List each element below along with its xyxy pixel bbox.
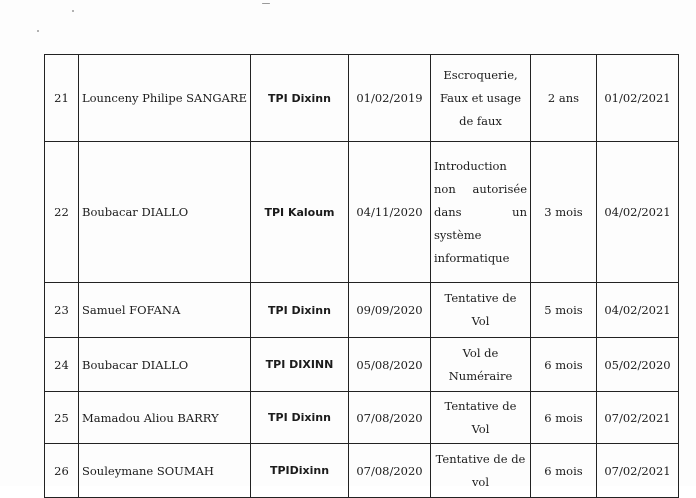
offense-line: informatique	[434, 250, 510, 265]
offense-line: non autorisée	[434, 181, 527, 196]
table-row	[45, 142, 679, 283]
table-row	[45, 338, 679, 392]
person-name: Boubacar DIALLO	[79, 142, 251, 283]
sentence-duration: 6 mois	[531, 338, 597, 392]
offense-line: Numéraire	[448, 368, 513, 383]
offense-cell	[431, 392, 531, 444]
table-row	[45, 444, 679, 498]
offense-line: Vol	[471, 314, 490, 328]
scan-speck	[37, 30, 39, 32]
court-name: TPI DIXINN	[251, 338, 349, 392]
offense-cell	[431, 444, 531, 498]
row-number: 22	[45, 142, 79, 283]
scan-speck	[72, 10, 74, 12]
offense-cell	[431, 283, 531, 338]
court-name: TPI Kaloum	[251, 142, 349, 283]
release-date: 04/02/2021	[597, 283, 679, 338]
offense-line: dans un	[434, 204, 527, 219]
start-date: 01/02/2019	[349, 55, 431, 142]
start-date: 04/11/2020	[349, 142, 431, 283]
table-row	[45, 283, 679, 338]
offense-line: Vol de	[462, 345, 499, 360]
start-date: 07/08/2020	[349, 392, 431, 444]
court-name: TPI Dixinn	[251, 55, 349, 142]
release-date: 05/02/2020	[597, 338, 679, 392]
row-number: 26	[45, 444, 79, 498]
release-date: 04/02/2021	[597, 142, 679, 283]
offense-line: vol	[471, 474, 490, 489]
start-date: 09/09/2020	[349, 283, 431, 338]
person-name: Boubacar DIALLO	[79, 338, 251, 392]
table-row	[45, 55, 679, 142]
court-name: TPI Dixinn	[251, 392, 349, 444]
offense-line: Vol	[471, 421, 490, 436]
person-name: Mamadou Aliou BARRY	[79, 392, 251, 444]
offense-line: Tentative de	[444, 398, 517, 413]
table-row	[45, 392, 679, 444]
release-date: 01/02/2021	[597, 55, 679, 142]
offense-cell	[431, 142, 531, 283]
row-number: 21	[45, 55, 79, 142]
detainee-table	[44, 54, 679, 498]
sentence-duration: 6 mois	[531, 444, 597, 498]
offense-cell	[431, 338, 531, 392]
offense-line: système	[434, 227, 482, 242]
row-number: 24	[45, 338, 79, 392]
release-date: 07/02/2021	[597, 444, 679, 498]
sentence-duration: 3 mois	[531, 142, 597, 283]
person-name: Samuel FOFANA	[79, 283, 251, 338]
offense-line: Faux et usage	[439, 90, 522, 105]
sentence-duration: 6 mois	[531, 392, 597, 444]
person-name: Souleymane SOUMAH	[79, 444, 251, 498]
offense-cell	[431, 55, 531, 142]
offense-line: Tentative de de	[435, 451, 526, 466]
person-name: Lounceny Philipe SANGARE	[79, 55, 251, 142]
sentence-duration: 2 ans	[531, 55, 597, 142]
scan-speck	[262, 3, 270, 4]
start-date: 05/08/2020	[349, 338, 431, 392]
offense-line: Tentative de	[444, 291, 517, 305]
court-name: TPIDixinn	[251, 444, 349, 498]
start-date: 07/08/2020	[349, 444, 431, 498]
release-date: 07/02/2021	[597, 392, 679, 444]
sentence-duration: 5 mois	[531, 283, 597, 338]
offense-line: Escroquerie,	[443, 67, 518, 82]
row-number: 25	[45, 392, 79, 444]
offense-line: de faux	[459, 113, 502, 128]
row-number: 23	[45, 283, 79, 338]
offense-line: Introduction	[434, 158, 507, 173]
court-name: TPI Dixinn	[251, 283, 349, 338]
